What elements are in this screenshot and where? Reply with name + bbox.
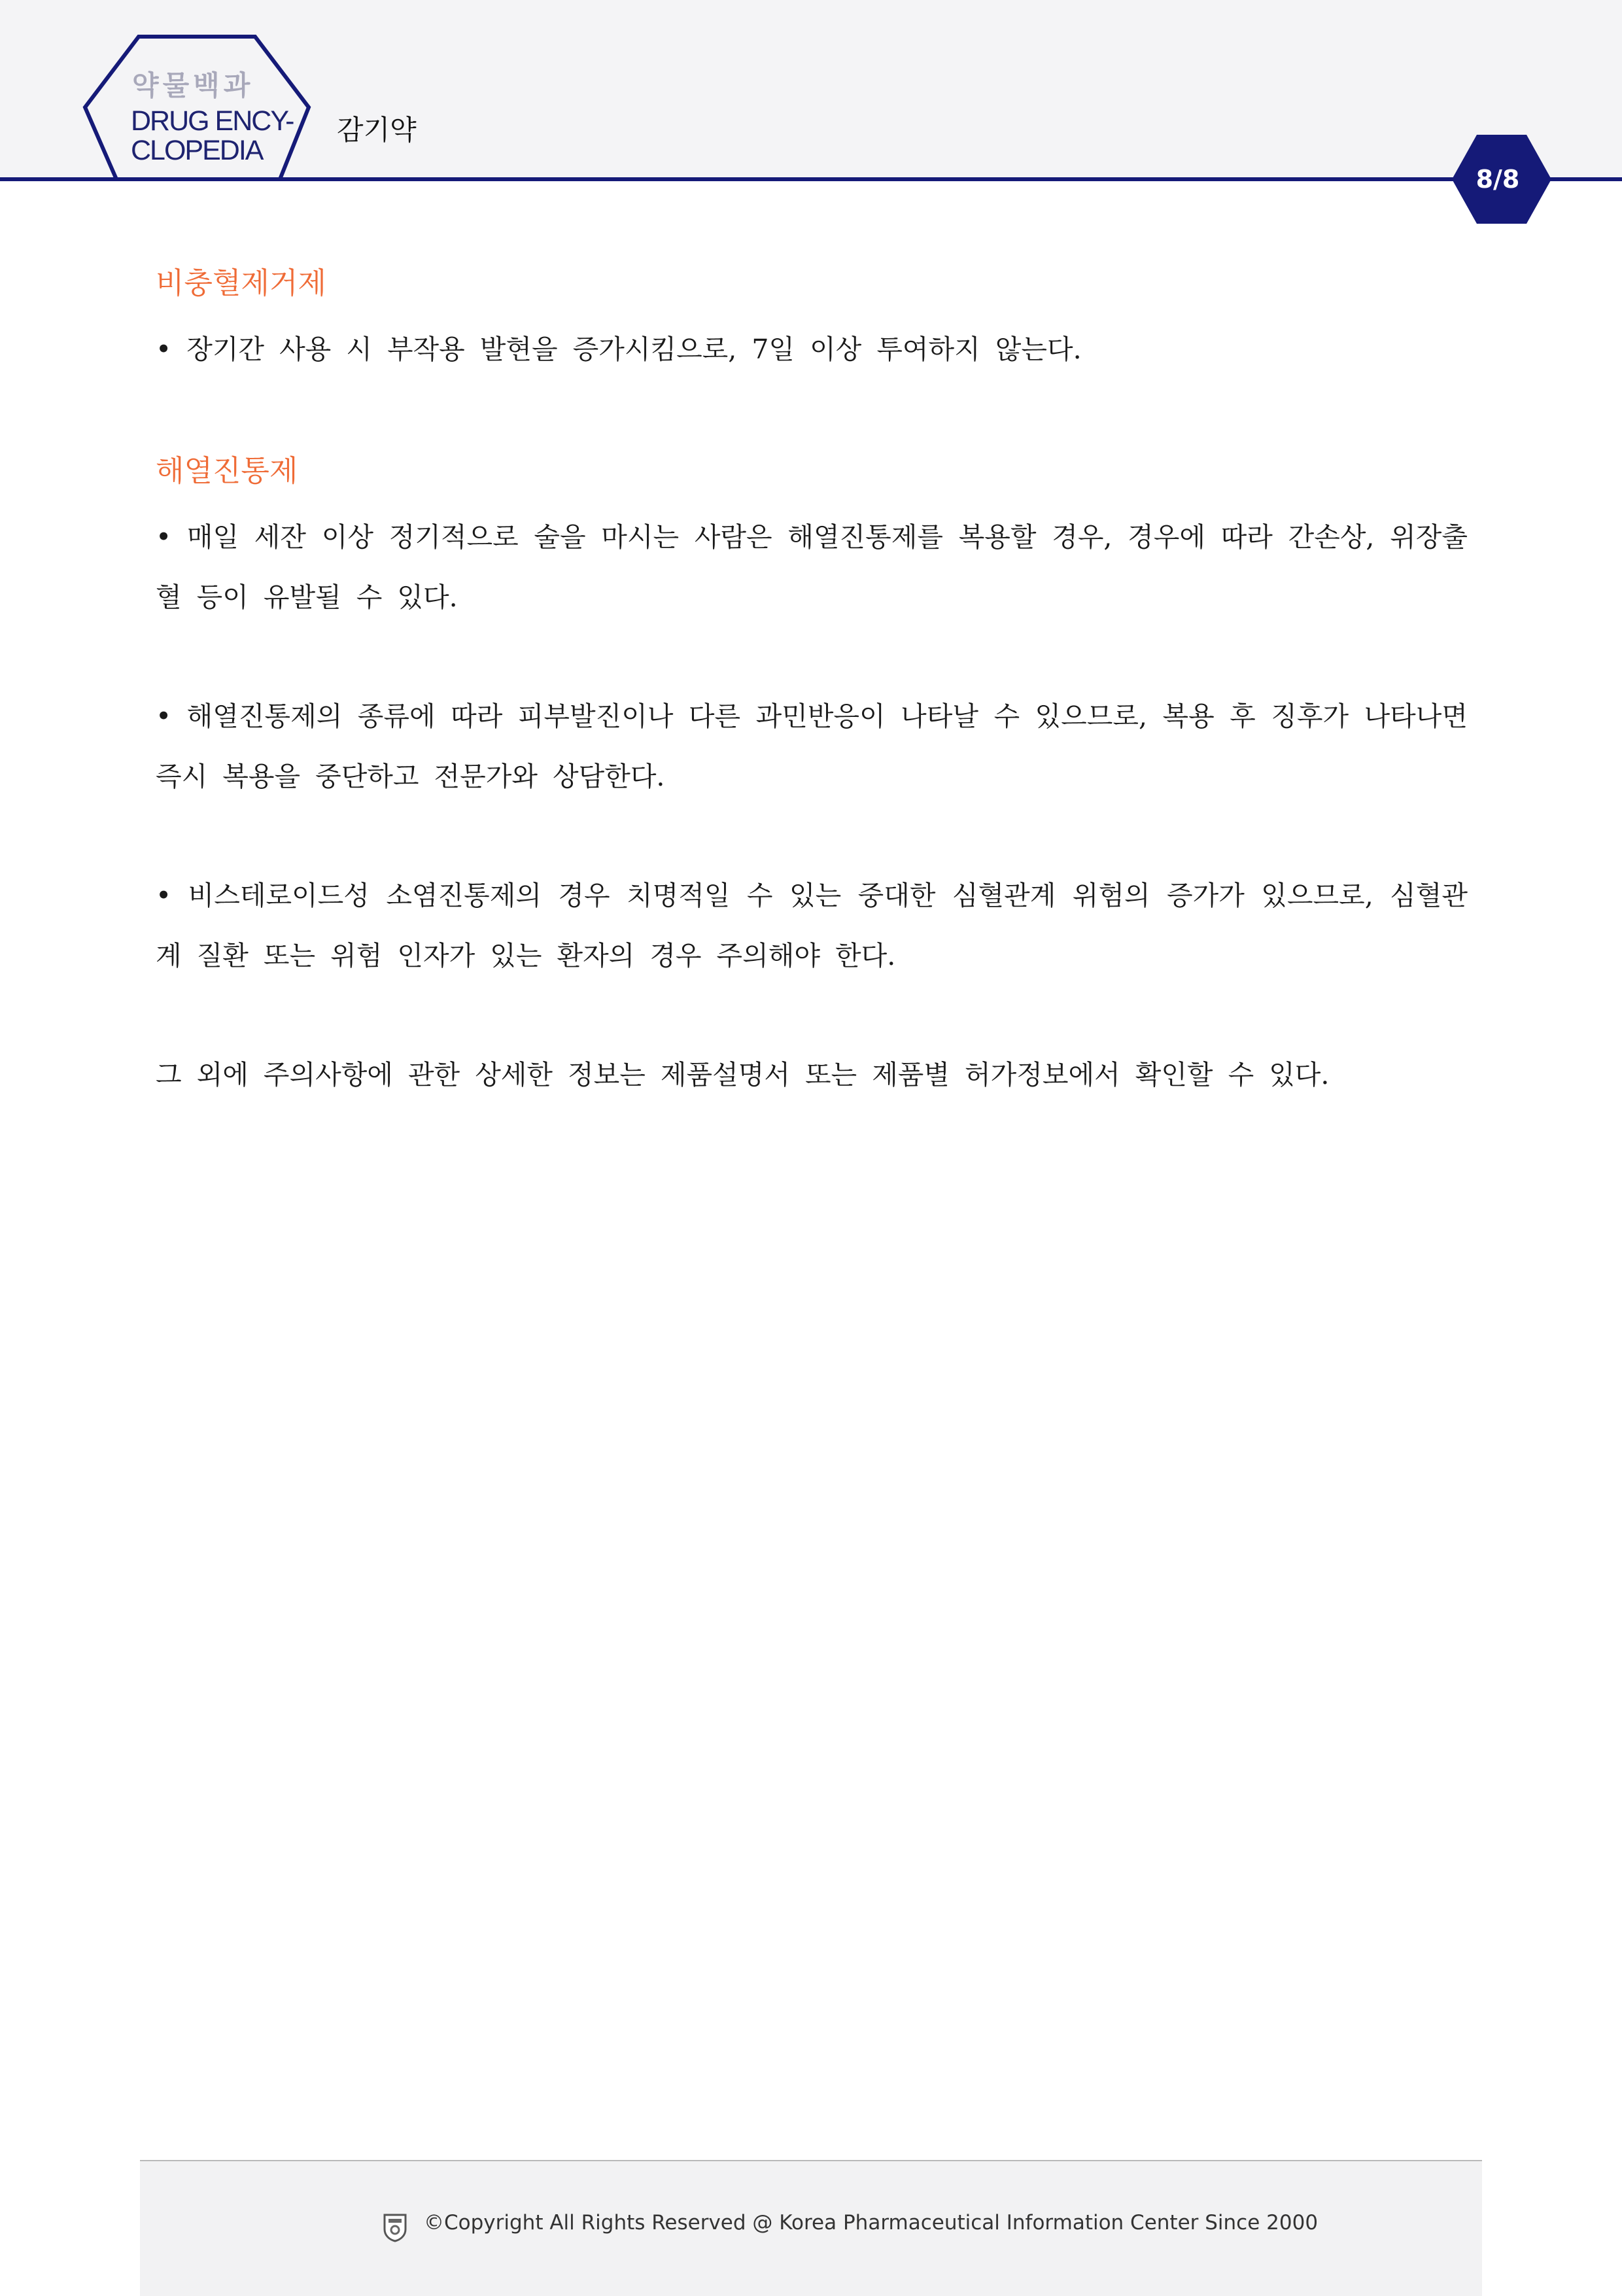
- page-number: 8/8: [1475, 165, 1520, 194]
- closing-paragraph: 그 외에 주의사항에 관한 상세한 정보는 제품설명서 또는 제품별 허가정보에서 확인할 수 있다.: [156, 1059, 1330, 1090]
- logo-korean: 약물백과: [132, 69, 254, 101]
- main-content: [156, 260, 1468, 1105]
- decongestant-paragraph-1: • 장기간 사용 시 부작용 발현을 증가시킴으로, 7일 이상 투여하지 않는다.: [156, 334, 1082, 365]
- section-title-analgesic: 해열진통제: [156, 453, 298, 488]
- analgesic-paragraph-2: • 해열진통제의 종류에 따라 피부발진이나 다른 과민반응이 나타날 수 있으므로, 복용 후 징후가 나타나면 즉시 복용을 중단하고 전문가와 상담한다.: [156, 701, 1468, 792]
- section-title-decongestant: 비충혈제거제: [156, 266, 326, 300]
- analgesic-paragraph-1: • 매일 세잔 이상 정기적으로 술을 마시는 사람은 해열진통제를 복용할 경우, 경우에 따라 간손상, 위장출혈 등이 유발될 수 있다.: [156, 521, 1468, 613]
- logo-english: [131, 107, 293, 165]
- kpic-seal-icon: [382, 2212, 408, 2242]
- analgesic-paragraph-3: • 비스테로이드성 소염진통제의 경우 치명적일 수 있는 중대한 심혈관계 위험의 증가가 있으므로, 심혈관계 질환 또는 위험 인자가 있는 환자의 경우 주의해야 한다.: [156, 880, 1468, 971]
- document-title: 감기약: [337, 114, 417, 146]
- logo-english-line1: DRUG ENCY-: [131, 105, 294, 137]
- logo-english-line2: CLOPEDIA: [131, 135, 263, 166]
- footer-copyright: ©Copyright All Rights Reserved @ Korea Pharmaceutical Information Center Since 2000: [424, 2211, 1319, 2235]
